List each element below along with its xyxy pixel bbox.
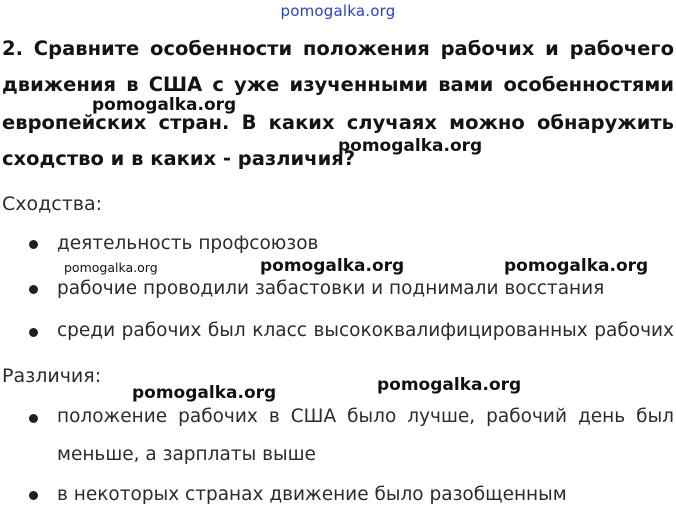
- list-item: в некоторых странах движение было разобщенным: [57, 484, 567, 505]
- list-item: положение рабочих в США было лучше, рабочий день был: [57, 406, 674, 427]
- list-item-continuation: меньше, а зарплаты выше: [57, 444, 316, 465]
- question-line: европейских стран. В каких случаях можно обнаружить: [2, 111, 674, 134]
- watermark: pomogalka.org: [132, 383, 277, 403]
- watermark: pomogalka.org: [92, 95, 237, 115]
- bullet-icon: [29, 414, 38, 423]
- bullet-icon: [29, 491, 38, 500]
- differences-heading: Различия:: [2, 365, 102, 387]
- similarities-heading: Сходства:: [2, 193, 103, 215]
- bullet-icon: [29, 328, 38, 337]
- watermark: pomogalka.org: [377, 375, 522, 395]
- question-line: движения в США с уже изученными вами особенностями: [2, 73, 674, 96]
- bullet-icon: [29, 285, 38, 294]
- bullet-icon: [29, 240, 38, 249]
- watermark: pomogalka.org: [64, 260, 158, 275]
- question-line: 2. Сравните особенности положения рабочих и рабочего: [2, 37, 674, 60]
- question-line: сходство и в каких - различия?: [2, 147, 356, 170]
- watermark: pomogalka.org: [338, 136, 483, 156]
- list-item: рабочие проводили забастовки и поднимали восстания: [57, 278, 605, 299]
- list-item: деятельность профсоюзов: [57, 233, 319, 254]
- list-item: среди рабочих был класс высококвалифицированных рабочих: [57, 320, 674, 341]
- site-mark: pomogalka.org: [280, 2, 396, 20]
- watermark: pomogalka.org: [260, 256, 405, 276]
- watermark: pomogalka.org: [504, 256, 649, 276]
